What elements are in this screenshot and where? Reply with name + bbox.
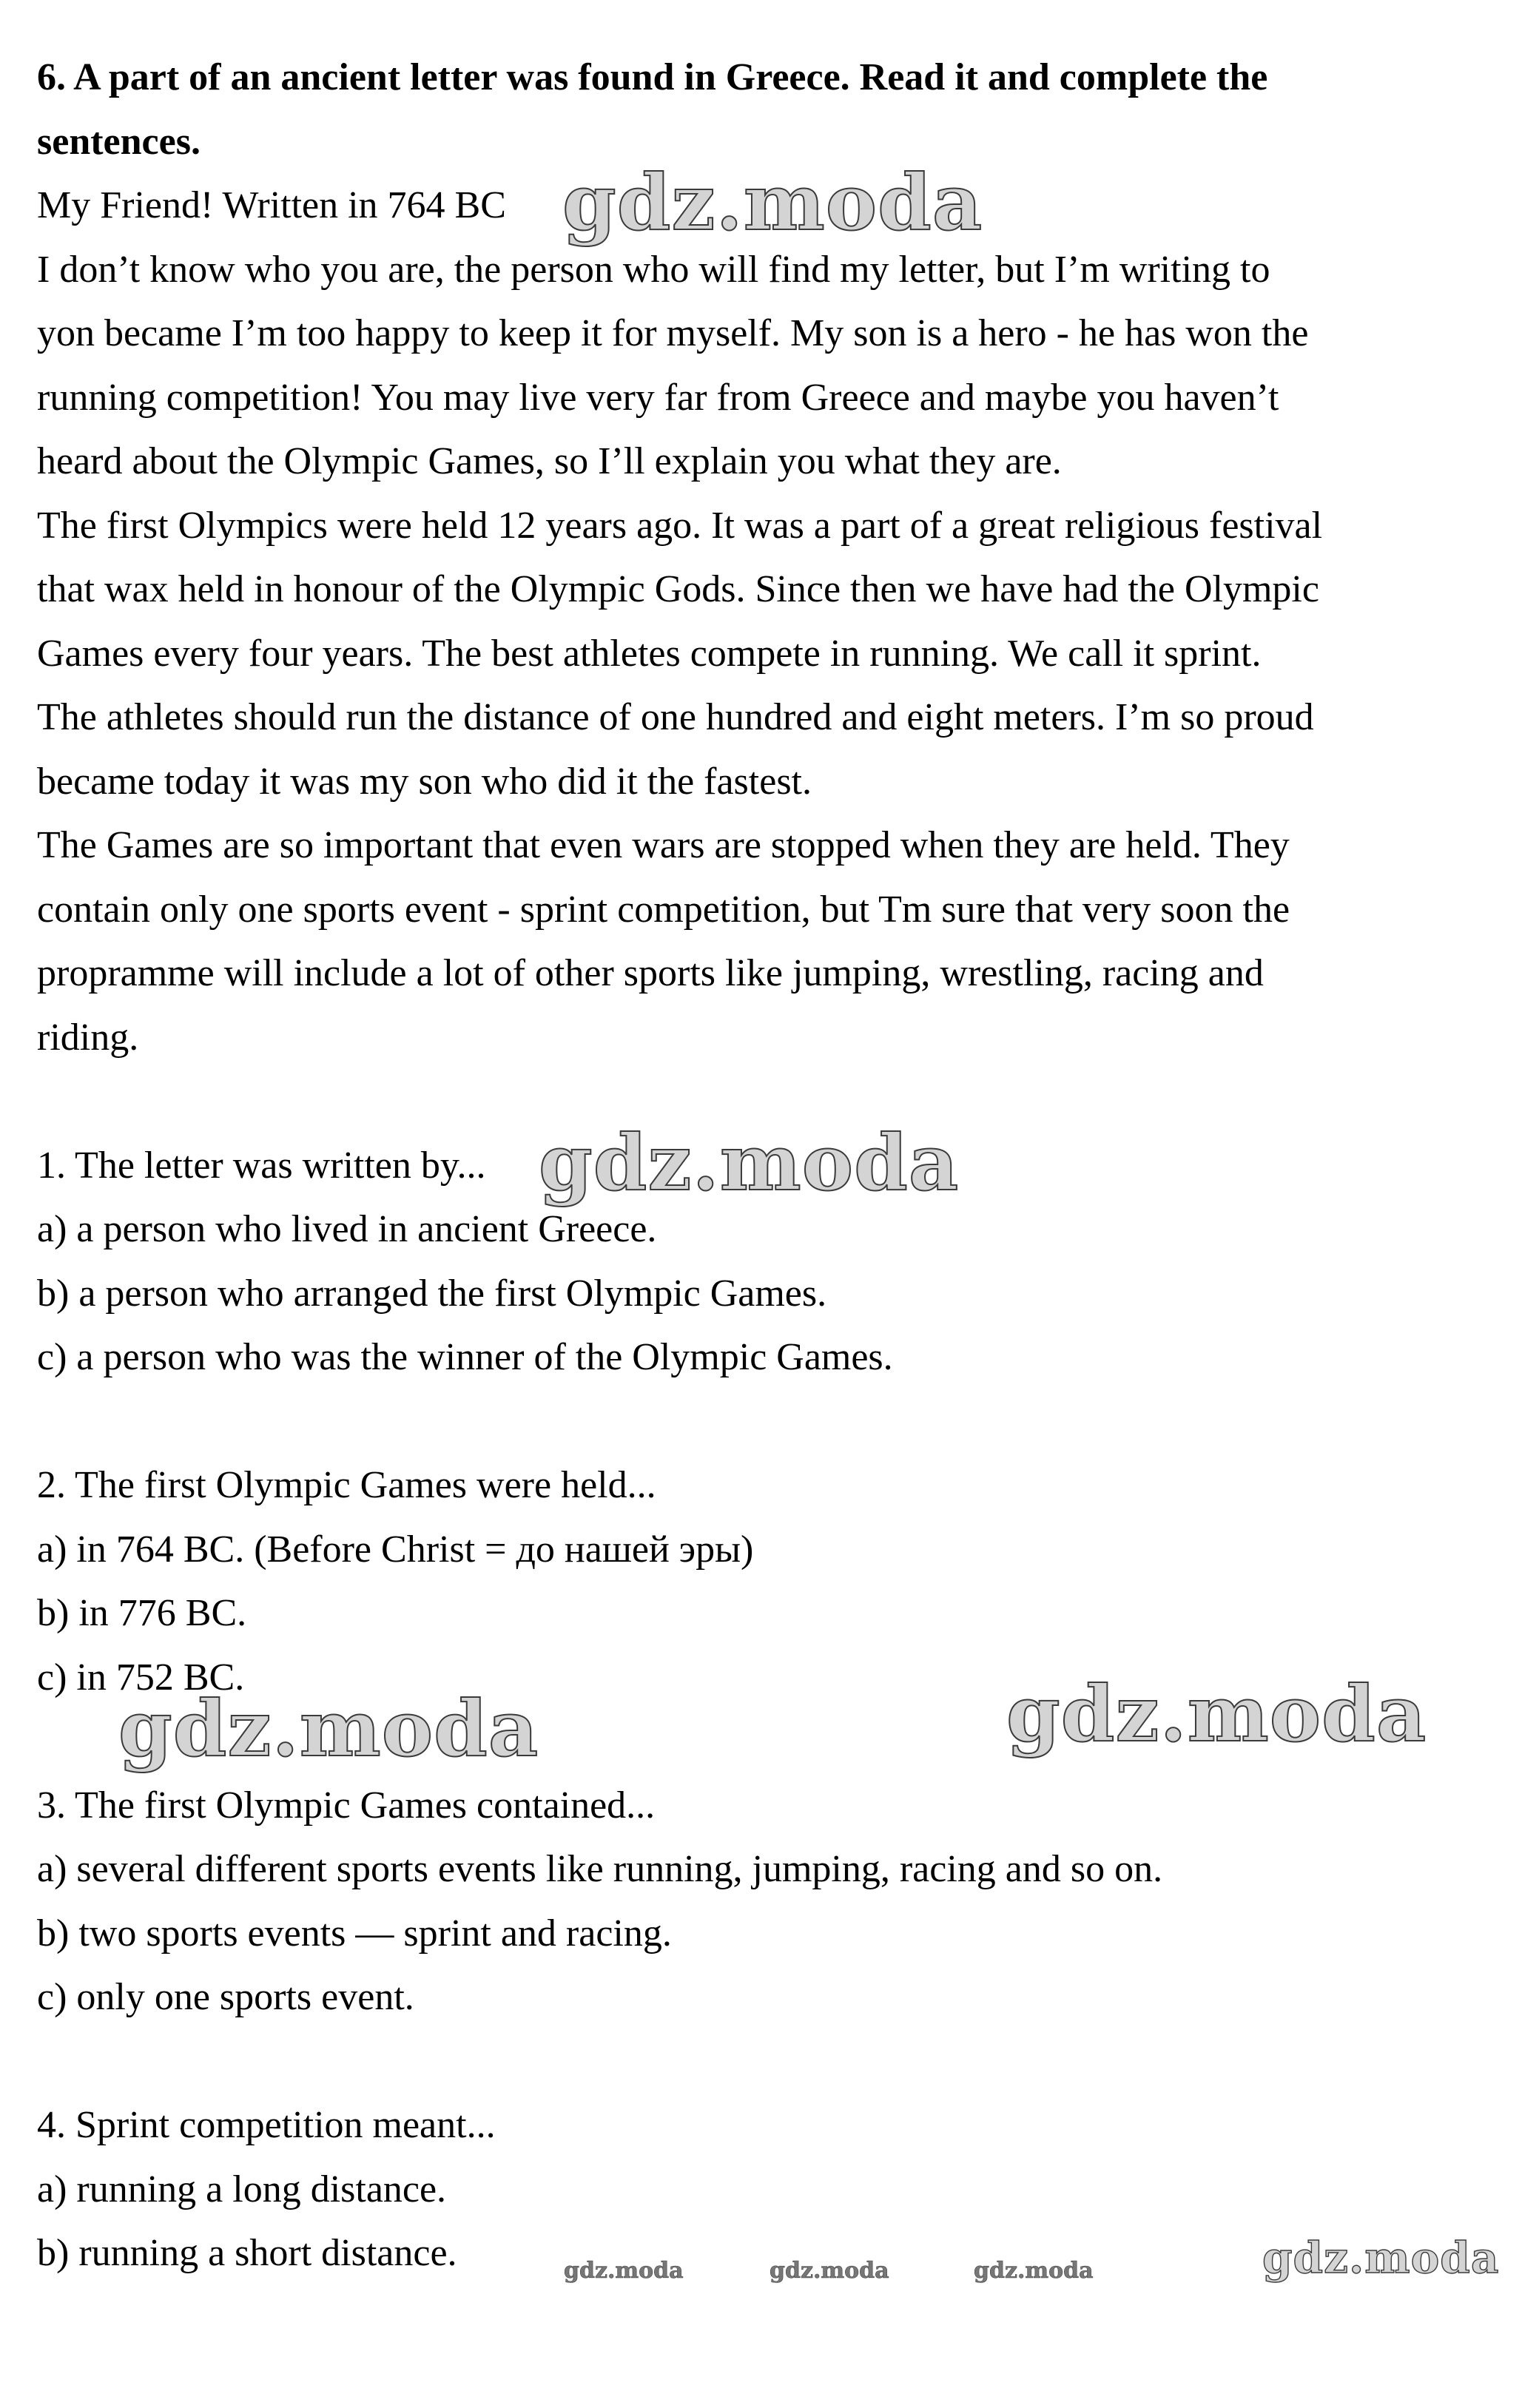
question-stem: 1. The letter was written by... — [37, 1144, 486, 1187]
letter-line: heard about the Olympic Games, so I’ll explain you what they are. — [37, 440, 1062, 482]
answer-option: a) running a long distance. — [37, 2168, 447, 2210]
answer-option: a) in 764 BC. (Before Christ = до нашей эры) — [37, 1528, 754, 1571]
letter-line: I don’t know who you are, the person who will find my letter, but I’m writing to — [37, 248, 1270, 291]
letter-text — [37, 174, 1487, 1070]
question-stem: 2. The first Olympic Games were held... — [37, 1464, 656, 1506]
answer-option: a) several different sports events like running, jumping, racing and so on. — [37, 1848, 1163, 1890]
letter-line: The athletes should run the distance of one hundred and eight meters. I’m so proud — [37, 696, 1314, 738]
task-title-line-1: 6. A part of an ancient letter was found in Greece. Read it and complete the — [37, 56, 1268, 98]
question-stem: 4. Sprint competition meant... — [37, 2104, 496, 2146]
letter-line: Games every four years. The best athletes compete in running. We call it sprint. — [37, 632, 1262, 675]
letter-line: My Friend! Written in 764 BC — [37, 184, 506, 226]
question-stem: 3. The first Olympic Games contained... — [37, 1784, 656, 1827]
letter-line: that wax held in honour of the Olympic Gods. Since then we have had the Olympic — [37, 568, 1319, 610]
letter-line: yon became I’m too happy to keep it for myself. My son is a hero - he has won the — [37, 312, 1309, 354]
letter-line: The first Olympics were held 12 years ago. It was a part of a great religious festival — [37, 504, 1323, 547]
letter-line: The Games are so important that even wars are stopped when they are held. They — [37, 824, 1290, 866]
watermark-logo-small: gdz.moda — [564, 2258, 684, 2284]
answer-option: a) a person who lived in ancient Greece. — [37, 1208, 657, 1250]
letter-line: propramme will include a lot of other sports like jumping, wrestling, racing and — [37, 952, 1264, 994]
watermark-logo: gdz.moda — [562, 157, 983, 248]
answer-option: b) running a short distance. — [37, 2232, 457, 2274]
letter-line: became today it was my son who did it the fastest. — [37, 760, 812, 803]
answer-option: b) a person who arranged the first Olympic Games. — [37, 1272, 827, 1315]
spacer — [37, 1390, 1487, 1454]
answer-option: b) in 776 BC. — [37, 1592, 247, 1634]
watermark-logo: gdz.moda — [1006, 1668, 1427, 1759]
watermark-logo-small: gdz.moda — [770, 2258, 889, 2284]
watermark-logo: gdz.moda — [1262, 2233, 1500, 2283]
answer-option: b) two sports events — sprint and racing. — [37, 1912, 672, 1955]
question-3 — [37, 1774, 1487, 2030]
watermark-logo-small: gdz.moda — [974, 2258, 1094, 2284]
letter-line: riding. — [37, 1016, 139, 1059]
watermark-logo: gdz.moda — [118, 1683, 539, 1774]
answer-option: c) only one sports event. — [37, 1976, 414, 2018]
answer-option: c) a person who was the winner of the Olympic Games. — [37, 1336, 893, 1378]
letter-line: running competition! You may live very far from Greece and maybe you haven’t — [37, 376, 1279, 419]
spacer — [37, 2030, 1487, 2094]
answer-option: c) in 752 BC. — [37, 1656, 245, 1699]
watermark-logo: gdz.moda — [539, 1117, 960, 1208]
task-title-line-2: sentences. — [37, 120, 201, 163]
letter-line: contain only one sports event - sprint competition, but Tm sure that very soon the — [37, 888, 1290, 931]
